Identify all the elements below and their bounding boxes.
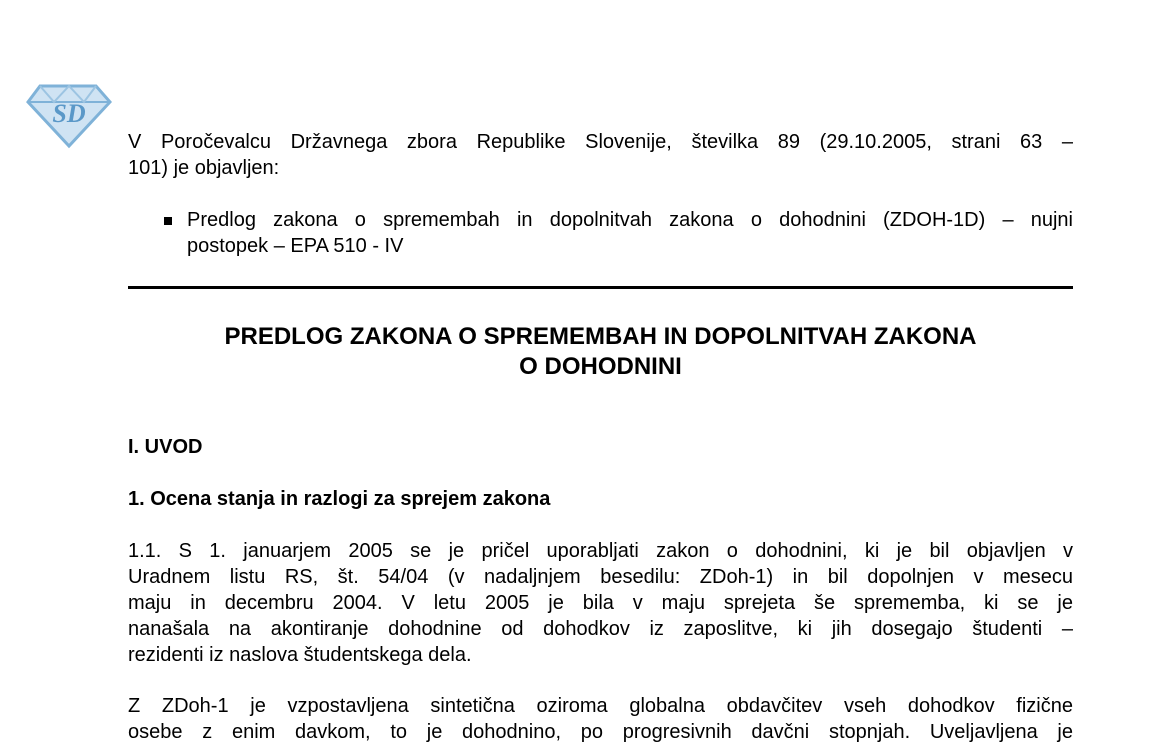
intro-paragraph bbox=[128, 129, 1073, 181]
sd-logo-icon bbox=[26, 78, 112, 150]
title-line: O DOHODNINI bbox=[519, 353, 682, 380]
intro-line: V Poročevalcu Državnega zbora Republike Slovenije, številka 89 (29.10.2005, strani 63 – bbox=[128, 131, 1073, 153]
list-item-line: Predlog zakona o spremembah in dopolnitvah zakona o dohodnini (ZDOH-1D) – nujni bbox=[187, 209, 1073, 231]
section-heading: I. UVOD bbox=[128, 436, 203, 458]
subsection-heading: 1. Ocena stanja in razlogi za sprejem zakona bbox=[128, 488, 551, 510]
document-title bbox=[128, 322, 1073, 382]
body-paragraph bbox=[128, 693, 1073, 745]
square-bullet-icon bbox=[164, 217, 172, 225]
title-line: PREDLOG ZAKONA O SPREMEMBAH IN DOPOLNITVAH ZAKONA bbox=[224, 323, 977, 350]
paragraph-line: nanašala na akontiranje dohodnine od dohodkov iz zaposlitve, ki jih dosegajo študenti – bbox=[128, 618, 1073, 640]
horizontal-divider bbox=[128, 286, 1073, 289]
body-paragraph bbox=[128, 538, 1073, 668]
paragraph-line: rezidenti iz naslova študentskega dela. bbox=[128, 644, 472, 666]
paragraph-line: Z ZDoh-1 je vzpostavljena sintetična oziroma globalna obdavčitev vseh dohodkov fizične bbox=[128, 695, 1073, 717]
paragraph-line: 1.1. S 1. januarjem 2005 se je pričel uporabljati zakon o dohodnini, ki je bil objavljen v bbox=[128, 540, 1073, 562]
paragraph-line: maju in decembru 2004. V letu 2005 je bila v maju sprejeta še sprememba, ki se je bbox=[128, 592, 1073, 614]
paragraph-line: osebe z enim davkom, to je dohodnino, po progresivnih davčni stopnjah. Uveljavljena je bbox=[128, 721, 1073, 743]
intro-line: 101) je objavljen: bbox=[128, 157, 280, 179]
list-item-line: postopek – EPA 510 - IV bbox=[187, 235, 404, 257]
logo-letters: SD bbox=[52, 99, 86, 128]
paragraph-line: Uradnem listu RS, št. 54/04 (v nadaljnjem besedilu: ZDoh-1) in bil dopolnjen v mesecu bbox=[128, 566, 1073, 588]
list-item-text bbox=[187, 207, 1073, 259]
